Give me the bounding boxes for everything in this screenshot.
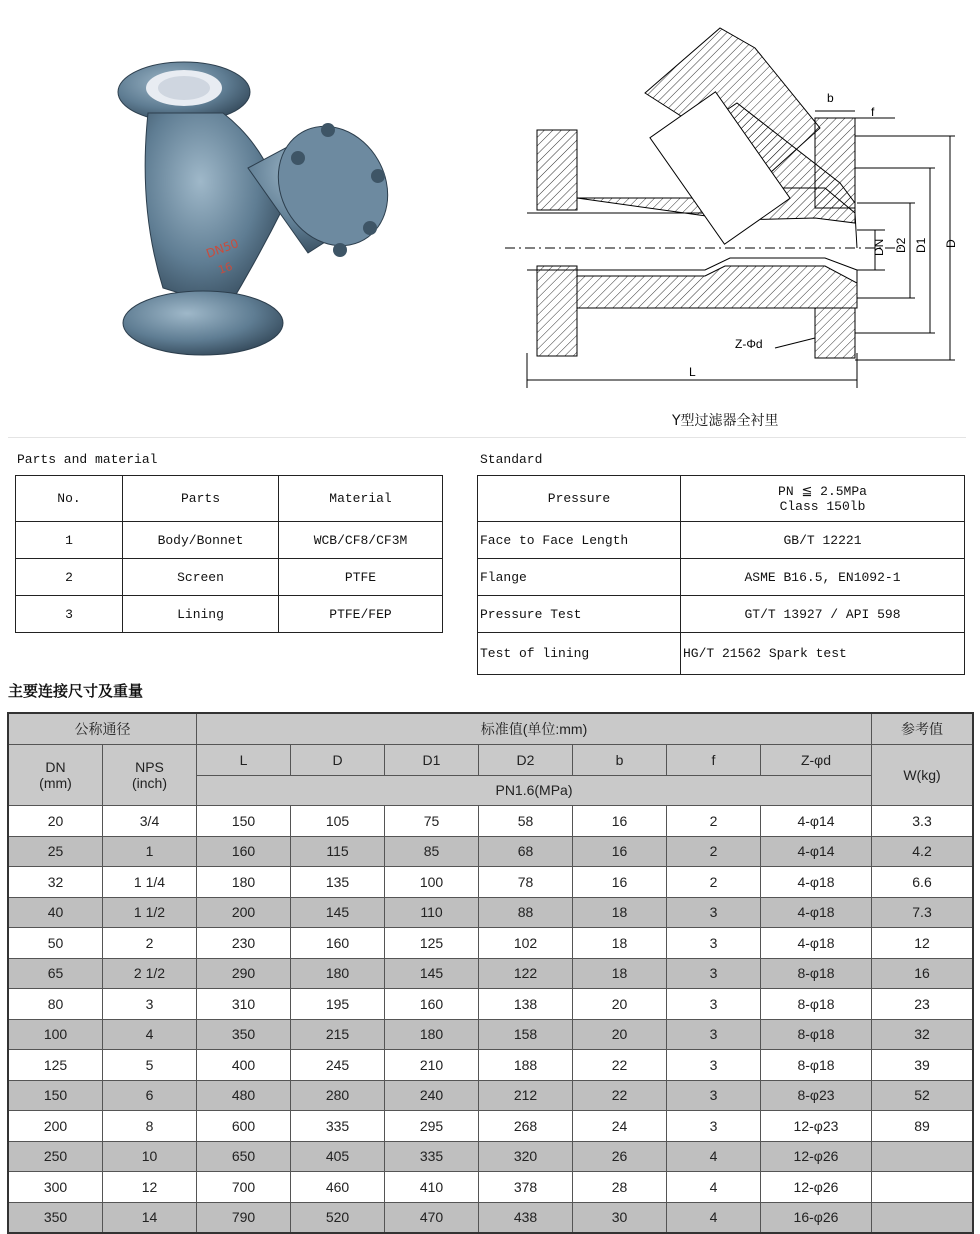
dimensions-heading: 主要连接尺寸及重量 (8, 682, 144, 700)
table-cell: 350 (197, 1019, 291, 1050)
table-cell: 12 (103, 1172, 197, 1203)
table-cell: 22 (573, 1050, 667, 1081)
table-row (478, 596, 965, 633)
table-cell: 80 (8, 989, 103, 1020)
table-cell: 180 (385, 1019, 479, 1050)
table-cell: 138 (479, 989, 573, 1020)
table-row (8, 1080, 973, 1111)
table-cell: 102 (479, 928, 573, 959)
table-cell: 12 (872, 928, 974, 959)
table-cell: 405 (291, 1141, 385, 1172)
table-cell (872, 1202, 974, 1233)
std-cell: GT/T 13927 / API 598 (681, 596, 965, 633)
table-cell: 4 (667, 1202, 761, 1233)
table-cell: 245 (291, 1050, 385, 1081)
table-cell: 100 (8, 1019, 103, 1050)
parts-cell: PTFE (279, 559, 443, 596)
table-cell: 12-φ23 (761, 1111, 872, 1142)
table-cell: 460 (291, 1172, 385, 1203)
table-cell: 2 (667, 836, 761, 867)
parts-cell: Lining (123, 596, 279, 633)
table-cell: 3 (667, 1080, 761, 1111)
parts-cell: Screen (123, 559, 279, 596)
table-row (16, 559, 443, 596)
col-zd: Z-φd (761, 745, 872, 776)
table-cell: 180 (197, 867, 291, 898)
drawing-label-d1: D1 (914, 237, 928, 253)
table-cell: 18 (573, 897, 667, 928)
table-cell: 8-φ18 (761, 1050, 872, 1081)
table-row (478, 559, 965, 596)
table-cell: 790 (197, 1202, 291, 1233)
parts-header-material: Material (279, 476, 443, 522)
group-standard: 标准值(单位:mm) (197, 713, 872, 745)
table-row (16, 596, 443, 633)
parts-cell: 2 (16, 559, 123, 596)
table-row (8, 928, 973, 959)
table-cell: 160 (291, 928, 385, 959)
table-cell: 18 (573, 928, 667, 959)
table-row (8, 897, 973, 928)
table-cell: 26 (573, 1141, 667, 1172)
col-d2: D2 (479, 745, 573, 776)
table-cell: 20 (573, 989, 667, 1020)
parts-cell: 3 (16, 596, 123, 633)
std-cell: Flange (478, 559, 681, 596)
table-cell: 145 (385, 958, 479, 989)
table-cell: 3.3 (872, 806, 974, 837)
table-cell: 210 (385, 1050, 479, 1081)
table-cell: 410 (385, 1172, 479, 1203)
nps-header (103, 745, 197, 806)
table-cell: 4-φ14 (761, 836, 872, 867)
drawing-label-f: f (871, 105, 875, 119)
table-cell: 4 (667, 1141, 761, 1172)
table-cell: 125 (385, 928, 479, 959)
table-cell: 110 (385, 897, 479, 928)
table-row (478, 522, 965, 559)
table-cell: 3 (667, 1050, 761, 1081)
table-cell: 250 (8, 1141, 103, 1172)
table-cell: 88 (479, 897, 573, 928)
table-cell: 68 (479, 836, 573, 867)
pn-label: PN1.6(MPa) (197, 775, 872, 806)
table-row (8, 989, 973, 1020)
std-pressure-label: Pressure (478, 476, 681, 522)
drawing-label-zd: Z-Φd (735, 337, 763, 351)
table-cell: 3/4 (103, 806, 197, 837)
std-cell: ASME B16.5, EN1092-1 (681, 559, 965, 596)
table-cell: 3 (667, 897, 761, 928)
table-cell: 1 1/2 (103, 897, 197, 928)
table-cell: 4.2 (872, 836, 974, 867)
table-cell: 240 (385, 1080, 479, 1111)
table-cell: 3 (667, 958, 761, 989)
std-cell: HG/T 21562 Spark test (681, 633, 965, 675)
table-row (478, 476, 965, 522)
table-cell: 85 (385, 836, 479, 867)
table-cell (872, 1172, 974, 1203)
parts-header-row (16, 476, 443, 522)
parts-cell: WCB/CF8/CF3M (279, 522, 443, 559)
table-cell: 12-φ26 (761, 1141, 872, 1172)
table-cell: 30 (573, 1202, 667, 1233)
table-cell: 125 (8, 1050, 103, 1081)
table-cell: 65 (8, 958, 103, 989)
table-cell: 16 (872, 958, 974, 989)
photo-mark-1: DN50 (204, 236, 241, 261)
table-cell: 188 (479, 1050, 573, 1081)
std-pressure-value-2: Class 150lb (779, 498, 866, 514)
table-cell: 160 (385, 989, 479, 1020)
table-cell: 28 (573, 1172, 667, 1203)
table-cell: 300 (8, 1172, 103, 1203)
table-cell: 400 (197, 1050, 291, 1081)
table-cell: 335 (385, 1141, 479, 1172)
table-row (8, 1019, 973, 1050)
table-cell: 3 (667, 928, 761, 959)
table-cell: 212 (479, 1080, 573, 1111)
table-cell: 18 (573, 958, 667, 989)
table-cell: 335 (291, 1111, 385, 1142)
table-cell: 520 (291, 1202, 385, 1233)
drawing-label-dn: DN (872, 238, 886, 256)
table-cell: 32 (8, 867, 103, 898)
table-cell: 1 1/4 (103, 867, 197, 898)
table-cell: 8 (103, 1111, 197, 1142)
table-cell: 14 (103, 1202, 197, 1233)
std-cell: Test of lining (478, 633, 681, 675)
nps-label: NPS (135, 759, 164, 775)
table-cell: 200 (8, 1111, 103, 1142)
table-cell: 160 (197, 836, 291, 867)
table-cell: 700 (197, 1172, 291, 1203)
table-cell: 230 (197, 928, 291, 959)
table-cell: 4 (103, 1019, 197, 1050)
col-b: b (573, 745, 667, 776)
table-cell: 12-φ26 (761, 1172, 872, 1203)
table-cell: 75 (385, 806, 479, 837)
group-nominal: 公称通径 (8, 713, 197, 745)
table-cell: 268 (479, 1111, 573, 1142)
table-cell: 320 (479, 1141, 573, 1172)
table-cell: 3 (667, 1111, 761, 1142)
table-row (8, 1172, 973, 1203)
table-cell: 5 (103, 1050, 197, 1081)
drawing-label-d: D (944, 239, 958, 248)
table-cell: 16 (573, 806, 667, 837)
std-cell: Face to Face Length (478, 522, 681, 559)
dn-header (8, 745, 103, 806)
table-cell: 50 (8, 928, 103, 959)
nps-unit: (inch) (131, 775, 167, 791)
table-cell: 378 (479, 1172, 573, 1203)
drawing-label-l: L (689, 365, 696, 379)
table-cell: 8-φ23 (761, 1080, 872, 1111)
drawing-caption: Y型过滤器全衬里 (672, 413, 779, 429)
table-cell: 6.6 (872, 867, 974, 898)
std-pressure-value (681, 476, 965, 522)
col-l: L (197, 745, 291, 776)
table-cell: 22 (573, 1080, 667, 1111)
valve-photo (108, 58, 398, 363)
dn-unit: (mm) (39, 775, 72, 791)
table-cell: 89 (872, 1111, 974, 1142)
table-row (8, 1141, 973, 1172)
section-divider (8, 437, 966, 438)
col-d: D (291, 745, 385, 776)
table-cell: 480 (197, 1080, 291, 1111)
table-row (16, 522, 443, 559)
table-cell: 1 (103, 836, 197, 867)
table-cell: 4-φ18 (761, 897, 872, 928)
std-cell: GB/T 12221 (681, 522, 965, 559)
table-cell: 8-φ18 (761, 958, 872, 989)
table-cell: 4 (667, 1172, 761, 1203)
col-f: f (667, 745, 761, 776)
parts-header-parts: Parts (123, 476, 279, 522)
table-cell: 16-φ26 (761, 1202, 872, 1233)
table-row (8, 1050, 973, 1081)
table-cell: 16 (573, 867, 667, 898)
table-cell: 280 (291, 1080, 385, 1111)
table-cell: 4-φ14 (761, 806, 872, 837)
table-cell: 78 (479, 867, 573, 898)
table-cell: 52 (872, 1080, 974, 1111)
table-row (8, 1202, 973, 1233)
parts-cell: PTFE/FEP (279, 596, 443, 633)
table-cell: 650 (197, 1141, 291, 1172)
table-cell: 20 (573, 1019, 667, 1050)
table-cell: 200 (197, 897, 291, 928)
drawing-label-d2: D2 (894, 237, 908, 253)
table-cell: 350 (8, 1202, 103, 1233)
table-cell: 23 (872, 989, 974, 1020)
photo-mark-2: 16 (216, 259, 235, 277)
table-cell: 150 (197, 806, 291, 837)
table-cell: 32 (872, 1019, 974, 1050)
dims-col-row (8, 745, 973, 776)
table-cell: 295 (385, 1111, 479, 1142)
dims-group-row (8, 713, 973, 745)
table-cell: 600 (197, 1111, 291, 1142)
parts-table (15, 475, 443, 633)
table-cell: 135 (291, 867, 385, 898)
col-weight: W(kg) (872, 745, 974, 806)
table-cell: 470 (385, 1202, 479, 1233)
table-cell: 180 (291, 958, 385, 989)
std-pressure-value-1: PN ≦ 2.5MPa (778, 483, 867, 499)
table-cell: 150 (8, 1080, 103, 1111)
table-cell: 438 (479, 1202, 573, 1233)
parts-cell: Body/Bonnet (123, 522, 279, 559)
table-cell: 100 (385, 867, 479, 898)
table-cell: 4-φ18 (761, 928, 872, 959)
table-cell: 4-φ18 (761, 867, 872, 898)
table-cell: 8-φ18 (761, 989, 872, 1020)
table-cell: 40 (8, 897, 103, 928)
dn-label: DN (45, 759, 66, 775)
table-row (8, 1111, 973, 1142)
table-cell: 3 (667, 989, 761, 1020)
dimensions-table (7, 712, 974, 1234)
table-cell: 115 (291, 836, 385, 867)
table-cell: 2 1/2 (103, 958, 197, 989)
table-cell: 7.3 (872, 897, 974, 928)
table-cell: 24 (573, 1111, 667, 1142)
table-cell: 8-φ18 (761, 1019, 872, 1050)
table-cell: 6 (103, 1080, 197, 1111)
table-cell (872, 1141, 974, 1172)
table-cell: 10 (103, 1141, 197, 1172)
table-cell: 145 (291, 897, 385, 928)
table-cell: 158 (479, 1019, 573, 1050)
group-ref: 参考值 (872, 713, 974, 745)
col-d1: D1 (385, 745, 479, 776)
table-cell: 2 (667, 867, 761, 898)
drawing-label-b: b (827, 91, 834, 105)
table-cell: 105 (291, 806, 385, 837)
parts-title: Parts and material (17, 452, 158, 467)
table-cell: 290 (197, 958, 291, 989)
table-cell: 3 (667, 1019, 761, 1050)
table-cell: 25 (8, 836, 103, 867)
table-cell: 58 (479, 806, 573, 837)
standard-title: Standard (480, 452, 543, 467)
table-cell: 16 (573, 836, 667, 867)
table-cell: 20 (8, 806, 103, 837)
parts-header-no: No. (16, 476, 123, 522)
table-row (8, 867, 973, 898)
table-cell: 39 (872, 1050, 974, 1081)
table-cell: 2 (667, 806, 761, 837)
cross-section-drawing (505, 8, 980, 393)
standard-table (477, 475, 965, 675)
table-row (8, 806, 973, 837)
table-cell: 215 (291, 1019, 385, 1050)
table-row (8, 958, 973, 989)
table-cell: 310 (197, 989, 291, 1020)
table-row (8, 836, 973, 867)
table-cell: 195 (291, 989, 385, 1020)
std-cell: Pressure Test (478, 596, 681, 633)
table-cell: 122 (479, 958, 573, 989)
table-row (478, 633, 965, 675)
table-cell: 2 (103, 928, 197, 959)
parts-cell: 1 (16, 522, 123, 559)
table-cell: 3 (103, 989, 197, 1020)
